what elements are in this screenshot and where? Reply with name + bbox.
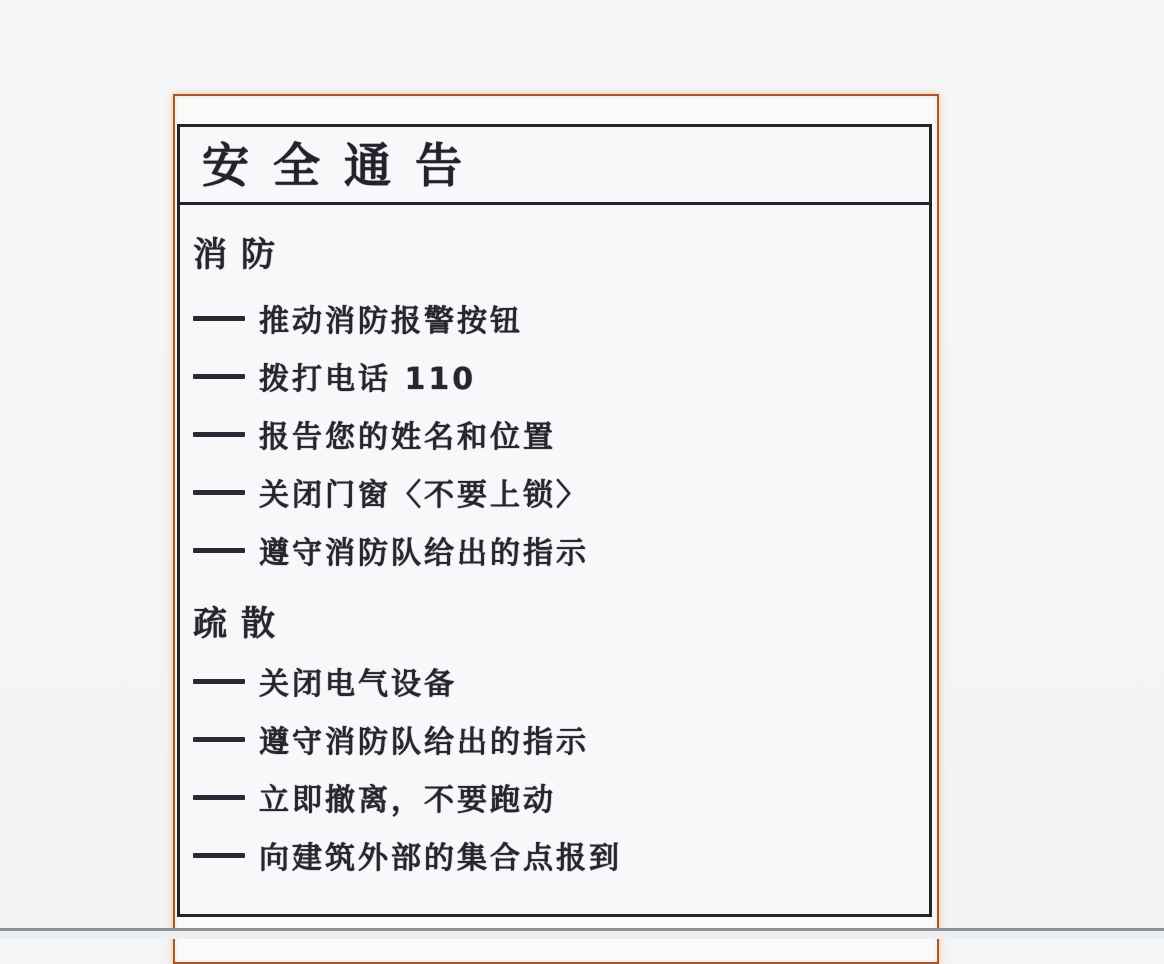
notice-box xyxy=(177,124,932,917)
dash-bullet-icon xyxy=(193,679,245,684)
dash-bullet-icon xyxy=(193,374,245,379)
item-text: 向建筑外部的集合点报到 xyxy=(259,841,622,876)
section-fire-heading: 消防 xyxy=(193,235,289,275)
item-text: 遵守消防队给出的指示 xyxy=(259,725,589,760)
list-item xyxy=(193,530,915,570)
dash-bullet-icon xyxy=(193,548,245,553)
section-evacuation-heading: 疏散 xyxy=(193,604,289,644)
item-text: 推动消防报警按钮 xyxy=(259,304,523,339)
item-text: 立即撤离，不要跑动 xyxy=(259,783,556,818)
notice-content xyxy=(180,205,929,875)
dash-bullet-icon xyxy=(193,316,245,321)
list-item xyxy=(193,835,915,875)
next-page-edge xyxy=(0,928,1164,939)
item-text: 遵守消防队给出的指示 xyxy=(259,536,589,571)
item-text: 拨打电话 110 xyxy=(259,362,477,397)
list-item xyxy=(193,472,915,512)
list-item xyxy=(193,414,915,454)
section-evacuation xyxy=(193,596,915,875)
notice-title: 安全通告 xyxy=(202,139,486,194)
dash-bullet-icon xyxy=(193,432,245,437)
list-item xyxy=(193,298,915,338)
item-text: 关闭电气设备 xyxy=(259,667,457,702)
item-text: 关闭门窗〈不要上锁〉 xyxy=(259,478,589,513)
dash-bullet-icon xyxy=(193,853,245,858)
list-item xyxy=(193,777,915,817)
list-item xyxy=(193,356,915,396)
list-item xyxy=(193,661,915,701)
notice-outer-frame xyxy=(173,94,939,964)
dash-bullet-icon xyxy=(193,795,245,800)
dash-bullet-icon xyxy=(193,737,245,742)
section-fire xyxy=(193,227,915,570)
dash-bullet-icon xyxy=(193,490,245,495)
list-item xyxy=(193,719,915,759)
item-text: 报告您的姓名和位置 xyxy=(259,420,556,455)
notice-title-bar xyxy=(180,127,929,205)
